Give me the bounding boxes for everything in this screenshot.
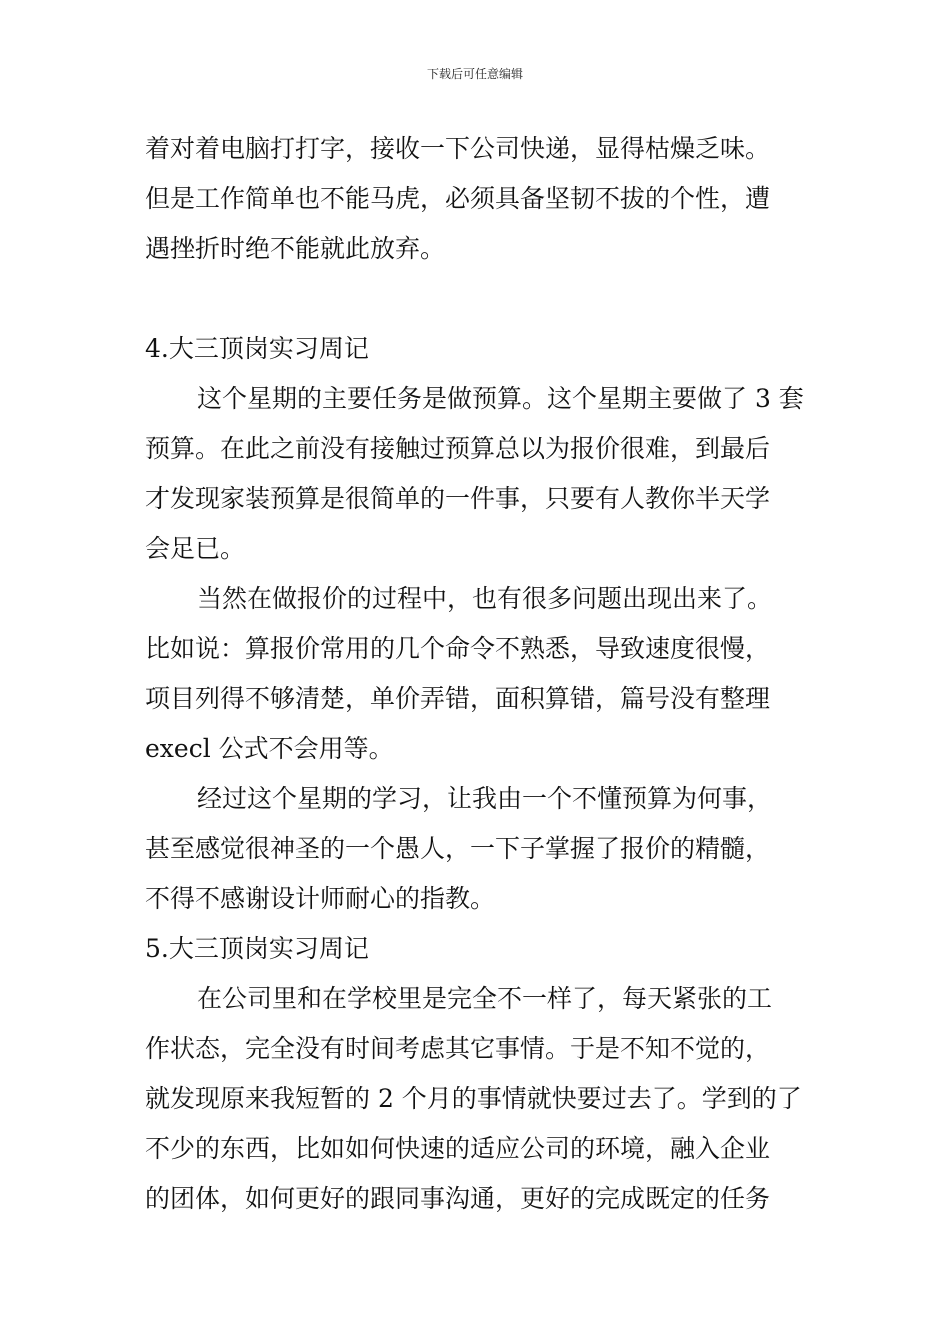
text-line: 就发现原来我短暂的 2 个月的事情就快要过去了。学到的了 — [145, 1084, 802, 1113]
text-line: 预算。在此之前没有接触过预算总以为报价很难，到最后 — [145, 434, 771, 463]
text-line: 比如说：算报价常用的几个命令不熟悉，导致速度很慢， — [145, 634, 771, 663]
text-line: 甚至感觉很神圣的一个愚人，一下子掌握了报价的精髓， — [145, 834, 771, 863]
text-line: 当然在做报价的过程中，也有很多问题出现出来了。 — [197, 584, 773, 613]
text-line: 项目列得不够清楚，单价弄错，面积算错，篇号没有整理 — [145, 684, 771, 713]
text-line: 遇挫折时绝不能就此放弃。 — [145, 234, 446, 263]
blank-line — [145, 274, 810, 324]
text-line: 才发现家装预算是很简单的一件事，只要有人教你半天学 — [145, 484, 771, 513]
section-heading-4: 4.大三顶岗实习周记 — [145, 334, 369, 363]
text-line: 会足已。 — [145, 534, 246, 563]
page-header: 下载后可任意编辑 — [426, 67, 523, 81]
text-line: 着对着电脑打打字，接收一下公司快递，显得枯燥乏味。 — [145, 134, 771, 163]
text-line: 在公司里和在学校里是完全不一样了，每天紧张的工 — [197, 984, 773, 1013]
section-heading-5: 5.大三顶岗实习周记 — [145, 934, 369, 963]
text-line: 不得不感谢设计师耐心的指教。 — [145, 884, 496, 913]
text-line: 作状态，完全没有时间考虑其它事情。于是不知不觉的， — [145, 1034, 771, 1063]
text-line: 不少的东西，比如如何快速的适应公司的环境，融入企业 — [145, 1134, 771, 1163]
text-line: 的团体，如何更好的跟同事沟通，更好的完成既定的任务 — [145, 1184, 771, 1213]
text-line: 但是工作简单也不能马虎，必须具备坚韧不拔的个性，遭 — [145, 184, 771, 213]
text-line: 这个星期的主要任务是做预算。这个星期主要做了 3 套 — [197, 384, 804, 413]
text-line: execl 公式不会用等。 — [145, 734, 394, 763]
document-body — [145, 124, 810, 1224]
text-line: 经过这个星期的学习，让我由一个不懂预算为何事， — [197, 784, 773, 813]
